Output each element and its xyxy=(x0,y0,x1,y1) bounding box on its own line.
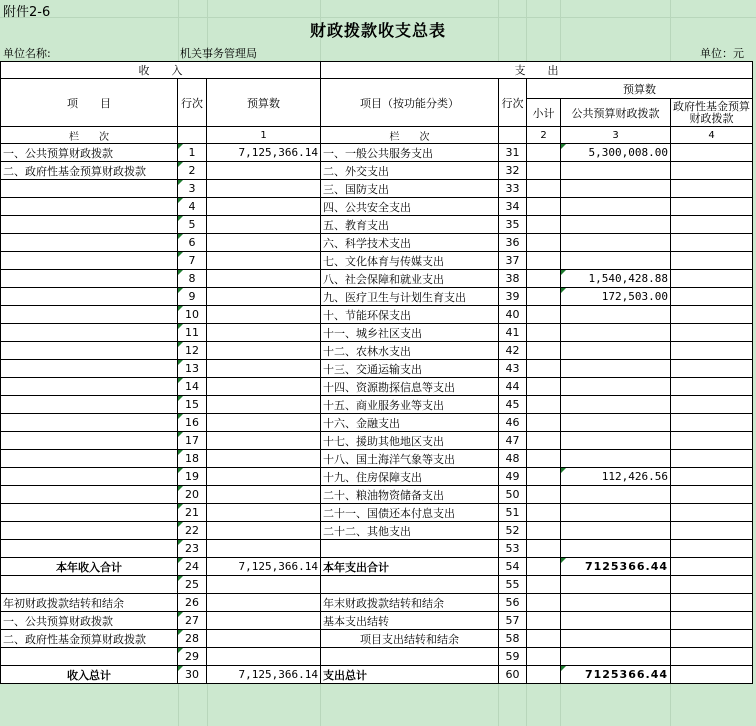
income-item-cell[interactable] xyxy=(1,468,178,486)
gov-fund-cell[interactable] xyxy=(671,252,753,270)
income-item-cell[interactable] xyxy=(1,432,178,450)
empty-cell[interactable] xyxy=(207,576,321,594)
income-item-cell[interactable] xyxy=(1,306,178,324)
income-amount-cell[interactable] xyxy=(207,378,321,396)
gov-fund-cell[interactable] xyxy=(671,486,753,504)
line-no-header[interactable]: 行次 xyxy=(178,79,207,127)
income-item-cell[interactable]: 二、政府性基金预算财政拨款 xyxy=(1,162,178,180)
subtotal-cell[interactable] xyxy=(527,234,561,252)
public-budget-cell[interactable]: 1,540,428.88 xyxy=(561,270,671,288)
empty-cell[interactable] xyxy=(561,594,671,612)
gov-fund-cell[interactable] xyxy=(671,432,753,450)
gov-fund-cell[interactable] xyxy=(671,468,753,486)
empty-cell[interactable] xyxy=(207,630,321,648)
public-budget-cell[interactable] xyxy=(561,396,671,414)
line-no-cell[interactable]: 16 xyxy=(178,414,207,432)
table-row xyxy=(1,288,753,306)
table-row xyxy=(1,198,753,216)
table-row xyxy=(1,324,753,342)
line-no-cell[interactable]: 20 xyxy=(178,486,207,504)
subtotal-cell[interactable] xyxy=(527,432,561,450)
expense-group-header[interactable]: 支 出 xyxy=(321,62,753,79)
line-no-cell[interactable]: 5 xyxy=(178,216,207,234)
subtotal-cell[interactable] xyxy=(527,504,561,522)
public-budget-cell[interactable] xyxy=(561,252,671,270)
gov-carry-label[interactable]: 二、政府性基金预算财政拨款 xyxy=(1,630,178,648)
attachment-label: 附件2-6 xyxy=(3,5,51,20)
subtotal-cell[interactable] xyxy=(527,162,561,180)
year-expense-amount[interactable]: 7125366.44 xyxy=(561,558,671,576)
subtotal-cell[interactable] xyxy=(527,198,561,216)
line-no-cell[interactable]: 33 xyxy=(499,180,527,198)
public-budget-cell[interactable] xyxy=(561,414,671,432)
table-row xyxy=(1,378,753,396)
income-item-cell[interactable] xyxy=(1,342,178,360)
income-item-cell[interactable] xyxy=(1,324,178,342)
table-row xyxy=(1,180,753,198)
income-amount-cell[interactable] xyxy=(207,288,321,306)
table-row xyxy=(1,450,753,468)
table-row xyxy=(1,306,753,324)
expense-item-cell[interactable]: 十八、国土海洋气象等支出 xyxy=(321,450,499,468)
subtotal-cell[interactable] xyxy=(527,522,561,540)
empty-cell[interactable] xyxy=(499,127,527,144)
empty-cell[interactable] xyxy=(321,648,499,666)
expense-item-cell[interactable]: 七、文化体育与传媒支出 xyxy=(321,252,499,270)
carry-out-label[interactable]: 年末财政拨款结转和结余 xyxy=(321,594,499,612)
public-budget-cell[interactable]: 5,300,008.00 xyxy=(561,144,671,162)
budget-group-header[interactable]: 预算数 xyxy=(527,79,753,99)
budget-header[interactable]: 预算数 xyxy=(207,79,321,127)
subtotal-cell[interactable] xyxy=(527,666,561,684)
line-no-cell[interactable]: 37 xyxy=(499,252,527,270)
subtotal-cell[interactable] xyxy=(527,252,561,270)
gov-fund-cell[interactable] xyxy=(671,558,753,576)
gov-fund-cell[interactable] xyxy=(671,324,753,342)
table-row xyxy=(1,234,753,252)
expense-item-cell[interactable]: 八、社会保障和就业支出 xyxy=(321,270,499,288)
public-budget-cell[interactable] xyxy=(561,432,671,450)
income-item-cell[interactable] xyxy=(1,414,178,432)
subtotal-cell[interactable] xyxy=(527,396,561,414)
basic-carry-label[interactable]: 基本支出结转 xyxy=(321,612,499,630)
income-amount-cell[interactable] xyxy=(207,450,321,468)
income-amount-cell[interactable] xyxy=(207,522,321,540)
public-budget-cell[interactable] xyxy=(561,234,671,252)
total-expense-label[interactable]: 支出总计 xyxy=(321,666,499,684)
page-title: 财政拨款收支总表 xyxy=(309,21,446,40)
table-row xyxy=(1,522,753,540)
empty-cell[interactable] xyxy=(178,127,207,144)
line-no-cell[interactable]: 26 xyxy=(178,594,207,612)
empty-cell[interactable] xyxy=(527,630,561,648)
expense-item-cell[interactable]: 九、医疗卫生与计划生育支出 xyxy=(321,288,499,306)
income-amount-cell[interactable] xyxy=(207,432,321,450)
subtotal-cell[interactable] xyxy=(527,450,561,468)
income-item-cell[interactable] xyxy=(1,522,178,540)
empty-cell[interactable] xyxy=(671,576,753,594)
table-row xyxy=(1,144,753,162)
expense-item-cell[interactable]: 十三、交通运输支出 xyxy=(321,360,499,378)
empty-cell[interactable] xyxy=(561,630,671,648)
gov-fund-cell[interactable] xyxy=(671,162,753,180)
subtotal-cell[interactable] xyxy=(527,270,561,288)
income-group-header[interactable]: 收 入 xyxy=(1,62,321,79)
gov-fund-cell[interactable] xyxy=(671,414,753,432)
public-budget-cell[interactable] xyxy=(561,162,671,180)
col-4-cell[interactable]: 4 xyxy=(671,127,753,144)
empty-cell[interactable] xyxy=(1,648,178,666)
income-amount-cell[interactable] xyxy=(207,324,321,342)
income-amount-cell[interactable] xyxy=(207,396,321,414)
line-no-cell[interactable]: 12 xyxy=(178,342,207,360)
expense-item-cell[interactable]: 三、国防支出 xyxy=(321,180,499,198)
item-header[interactable]: 项 目 xyxy=(1,79,178,127)
empty-cell[interactable] xyxy=(671,594,753,612)
line-no-cell[interactable]: 43 xyxy=(499,360,527,378)
gov-fund-cell[interactable] xyxy=(671,360,753,378)
line-no-cell[interactable]: 1 xyxy=(178,144,207,162)
expense-item-cell[interactable]: 五、教育支出 xyxy=(321,216,499,234)
col-3-cell[interactable]: 3 xyxy=(561,127,671,144)
line-no-cell[interactable]: 29 xyxy=(178,648,207,666)
table-row xyxy=(1,504,753,522)
subtotal-cell[interactable] xyxy=(527,288,561,306)
income-amount-cell[interactable] xyxy=(207,540,321,558)
line-no-cell[interactable]: 44 xyxy=(499,378,527,396)
expense-item-cell[interactable]: 十二、农林水支出 xyxy=(321,342,499,360)
income-amount-cell[interactable] xyxy=(207,180,321,198)
project-carry-label[interactable]: 项目支出结转和结余 xyxy=(321,630,499,648)
line-no-cell[interactable]: 50 xyxy=(499,486,527,504)
expense-item-cell[interactable]: 二十、粮油物资储备支出 xyxy=(321,486,499,504)
subtotal-header[interactable]: 小计 xyxy=(527,99,561,127)
income-item-cell[interactable] xyxy=(1,396,178,414)
functional-item-header[interactable]: 项目（按功能分类） xyxy=(321,79,499,127)
income-amount-cell[interactable] xyxy=(207,234,321,252)
gov-fund-cell[interactable] xyxy=(671,144,753,162)
gov-fund-cell[interactable] xyxy=(671,306,753,324)
gov-fund-cell[interactable] xyxy=(671,180,753,198)
line-no-cell[interactable]: 27 xyxy=(178,612,207,630)
gov-fund-cell[interactable] xyxy=(671,396,753,414)
income-item-cell[interactable] xyxy=(1,378,178,396)
gov-fund-header[interactable]: 政府性基金预算财政拨款 xyxy=(671,99,753,127)
empty-cell[interactable] xyxy=(207,594,321,612)
expense-item-cell[interactable]: 二十二、其他支出 xyxy=(321,522,499,540)
income-amount-cell[interactable] xyxy=(207,360,321,378)
expense-item-cell[interactable]: 十四、资源勘探信息等支出 xyxy=(321,378,499,396)
table-row xyxy=(1,414,753,432)
gov-fund-cell[interactable] xyxy=(671,522,753,540)
carry-in-label[interactable]: 年初财政拨款结转和结余 xyxy=(1,594,178,612)
income-item-cell[interactable]: 一、公共预算财政拨款 xyxy=(1,144,178,162)
public-budget-cell[interactable] xyxy=(561,360,671,378)
empty-cell[interactable] xyxy=(527,576,561,594)
empty-cell[interactable] xyxy=(671,630,753,648)
line-no-cell[interactable]: 52 xyxy=(499,522,527,540)
empty-cell[interactable] xyxy=(561,648,671,666)
subtotal-cell[interactable] xyxy=(527,540,561,558)
expense-item-cell[interactable]: 十一、城乡社区支出 xyxy=(321,324,499,342)
table-row xyxy=(1,360,753,378)
income-amount-cell[interactable]: 7,125,366.14 xyxy=(207,144,321,162)
income-item-cell[interactable] xyxy=(1,234,178,252)
line-no-cell[interactable]: 38 xyxy=(499,270,527,288)
empty-cell[interactable] xyxy=(527,648,561,666)
public-budget-cell[interactable] xyxy=(561,216,671,234)
public-budget-cell[interactable] xyxy=(561,504,671,522)
income-amount-cell[interactable] xyxy=(207,270,321,288)
line-no-cell[interactable]: 53 xyxy=(499,540,527,558)
table-row xyxy=(1,468,753,486)
gov-fund-cell[interactable] xyxy=(671,342,753,360)
public-budget-cell[interactable] xyxy=(561,180,671,198)
line-no-cell[interactable]: 41 xyxy=(499,324,527,342)
empty-cell[interactable] xyxy=(527,594,561,612)
table-row xyxy=(1,486,753,504)
line-no-cell[interactable]: 36 xyxy=(499,234,527,252)
line-no-cell[interactable]: 59 xyxy=(499,648,527,666)
income-amount-cell[interactable] xyxy=(207,414,321,432)
line-no-cell[interactable]: 6 xyxy=(178,234,207,252)
line-no-cell[interactable]: 8 xyxy=(178,270,207,288)
income-item-cell[interactable] xyxy=(1,270,178,288)
expense-item-cell[interactable]: 十、节能环保支出 xyxy=(321,306,499,324)
subtotal-cell[interactable] xyxy=(527,306,561,324)
subtotal-cell[interactable] xyxy=(527,216,561,234)
table-row xyxy=(1,540,753,558)
table-row xyxy=(1,396,753,414)
line-no-cell[interactable]: 57 xyxy=(499,612,527,630)
line-no-cell[interactable]: 30 xyxy=(178,666,207,684)
line-no-cell[interactable]: 46 xyxy=(499,414,527,432)
table-row xyxy=(1,216,753,234)
line-no-cell[interactable]: 11 xyxy=(178,324,207,342)
line-no-cell[interactable]: 39 xyxy=(499,288,527,306)
line-no-cell[interactable]: 9 xyxy=(178,288,207,306)
expense-item-cell[interactable]: 十七、援助其他地区支出 xyxy=(321,432,499,450)
subtotal-cell[interactable] xyxy=(527,486,561,504)
unit-name-label: 单位名称: xyxy=(3,47,51,60)
income-item-cell[interactable] xyxy=(1,216,178,234)
subtotal-cell[interactable] xyxy=(527,144,561,162)
income-item-cell[interactable] xyxy=(1,360,178,378)
public-budget-header[interactable]: 公共预算财政拨款 xyxy=(561,99,671,127)
currency-unit-label: 单位：元 xyxy=(700,47,744,60)
line-no-cell[interactable]: 32 xyxy=(499,162,527,180)
subtotal-cell[interactable] xyxy=(527,558,561,576)
public-budget-cell[interactable] xyxy=(561,378,671,396)
public-budget-cell[interactable] xyxy=(561,198,671,216)
public-carry-label[interactable]: 一、公共预算财政拨款 xyxy=(1,612,178,630)
income-amount-cell[interactable] xyxy=(207,504,321,522)
public-budget-cell[interactable] xyxy=(561,324,671,342)
income-amount-cell[interactable] xyxy=(207,342,321,360)
gov-fund-cell[interactable] xyxy=(671,504,753,522)
line-no-cell[interactable]: 60 xyxy=(499,666,527,684)
line-no-cell[interactable]: 45 xyxy=(499,396,527,414)
expense-item-cell[interactable] xyxy=(321,540,499,558)
line-no-cell[interactable]: 18 xyxy=(178,450,207,468)
col-label-cell-2[interactable]: 栏 次 xyxy=(321,127,499,144)
table-row xyxy=(1,342,753,360)
line-no-cell[interactable]: 15 xyxy=(178,396,207,414)
empty-cell[interactable] xyxy=(207,612,321,630)
income-item-cell[interactable] xyxy=(1,252,178,270)
public-budget-cell[interactable] xyxy=(561,540,671,558)
line-no-cell[interactable]: 10 xyxy=(178,306,207,324)
expense-item-cell[interactable]: 十五、商业服务业等支出 xyxy=(321,396,499,414)
line-no-cell[interactable]: 21 xyxy=(178,504,207,522)
empty-cell[interactable] xyxy=(561,612,671,630)
col-1-cell[interactable]: 1 xyxy=(207,127,321,144)
gov-fund-cell[interactable] xyxy=(671,540,753,558)
income-amount-cell[interactable] xyxy=(207,486,321,504)
expense-item-cell[interactable]: 四、公共安全支出 xyxy=(321,198,499,216)
expense-line-no-header[interactable]: 行次 xyxy=(499,79,527,127)
expense-item-cell[interactable]: 十六、金融支出 xyxy=(321,414,499,432)
line-no-cell[interactable]: 14 xyxy=(178,378,207,396)
gov-fund-cell[interactable] xyxy=(671,450,753,468)
line-no-cell[interactable]: 25 xyxy=(178,576,207,594)
gov-fund-cell[interactable] xyxy=(671,234,753,252)
expense-item-cell[interactable]: 十九、住房保障支出 xyxy=(321,468,499,486)
line-no-cell[interactable]: 54 xyxy=(499,558,527,576)
empty-cell[interactable] xyxy=(527,612,561,630)
line-no-cell[interactable]: 4 xyxy=(178,198,207,216)
total-expense-amount[interactable]: 7125366.44 xyxy=(561,666,671,684)
line-no-cell[interactable]: 49 xyxy=(499,468,527,486)
income-item-cell[interactable] xyxy=(1,504,178,522)
line-no-cell[interactable]: 17 xyxy=(178,432,207,450)
line-no-cell[interactable]: 56 xyxy=(499,594,527,612)
empty-cell[interactable] xyxy=(1,576,178,594)
line-no-cell[interactable]: 7 xyxy=(178,252,207,270)
line-no-cell[interactable]: 22 xyxy=(178,522,207,540)
subtotal-cell[interactable] xyxy=(527,414,561,432)
table-row xyxy=(1,252,753,270)
year-income-amount[interactable]: 7,125,366.14 xyxy=(207,558,321,576)
income-item-cell[interactable] xyxy=(1,180,178,198)
year-income-label[interactable]: 本年收入合计 xyxy=(1,558,178,576)
line-no-cell[interactable]: 28 xyxy=(178,630,207,648)
total-income-label[interactable]: 收入总计 xyxy=(1,666,178,684)
budget-summary-table xyxy=(0,61,753,684)
line-no-cell[interactable]: 31 xyxy=(499,144,527,162)
gov-fund-cell[interactable] xyxy=(671,378,753,396)
income-item-cell[interactable] xyxy=(1,198,178,216)
line-no-cell[interactable]: 42 xyxy=(499,342,527,360)
income-amount-cell[interactable] xyxy=(207,162,321,180)
line-no-cell[interactable]: 19 xyxy=(178,468,207,486)
gov-fund-cell[interactable] xyxy=(671,270,753,288)
gov-fund-cell[interactable] xyxy=(671,198,753,216)
income-amount-cell[interactable] xyxy=(207,306,321,324)
income-item-cell[interactable] xyxy=(1,450,178,468)
unit-name-value: 机关事务管理局 xyxy=(180,47,257,60)
col-label-cell[interactable]: 栏 次 xyxy=(1,127,178,144)
line-no-cell[interactable]: 47 xyxy=(499,432,527,450)
empty-cell[interactable] xyxy=(207,648,321,666)
income-item-cell[interactable] xyxy=(1,486,178,504)
public-budget-cell[interactable]: 112,426.56 xyxy=(561,468,671,486)
empty-cell[interactable] xyxy=(671,648,753,666)
subtotal-cell[interactable] xyxy=(527,360,561,378)
total-income-amount[interactable]: 7,125,366.14 xyxy=(207,666,321,684)
subtotal-cell[interactable] xyxy=(527,342,561,360)
empty-cell[interactable] xyxy=(321,576,499,594)
public-budget-cell[interactable] xyxy=(561,522,671,540)
line-no-cell[interactable]: 34 xyxy=(499,198,527,216)
subtotal-cell[interactable] xyxy=(527,324,561,342)
expense-item-cell[interactable]: 二十一、国债还本付息支出 xyxy=(321,504,499,522)
income-amount-cell[interactable] xyxy=(207,198,321,216)
gov-fund-cell[interactable] xyxy=(671,666,753,684)
line-no-cell[interactable]: 35 xyxy=(499,216,527,234)
income-item-cell[interactable] xyxy=(1,540,178,558)
subtotal-cell[interactable] xyxy=(527,180,561,198)
table-row xyxy=(1,162,753,180)
public-budget-cell[interactable] xyxy=(561,486,671,504)
col-2-cell[interactable]: 2 xyxy=(527,127,561,144)
empty-cell[interactable] xyxy=(561,576,671,594)
line-no-cell[interactable]: 40 xyxy=(499,306,527,324)
subtotal-cell[interactable] xyxy=(527,468,561,486)
line-no-cell[interactable]: 58 xyxy=(499,630,527,648)
subtotal-cell[interactable] xyxy=(527,378,561,396)
line-no-cell[interactable]: 3 xyxy=(178,180,207,198)
income-item-cell[interactable] xyxy=(1,288,178,306)
line-no-cell[interactable]: 55 xyxy=(499,576,527,594)
line-no-cell[interactable]: 13 xyxy=(178,360,207,378)
expense-item-cell[interactable]: 二、外交支出 xyxy=(321,162,499,180)
year-expense-label[interactable]: 本年支出合计 xyxy=(321,558,499,576)
income-amount-cell[interactable] xyxy=(207,216,321,234)
public-budget-cell[interactable] xyxy=(561,342,671,360)
line-no-cell[interactable]: 2 xyxy=(178,162,207,180)
line-no-cell[interactable]: 23 xyxy=(178,540,207,558)
expense-item-cell[interactable]: 六、科学技术支出 xyxy=(321,234,499,252)
expense-item-cell[interactable]: 一、一般公共服务支出 xyxy=(321,144,499,162)
public-budget-cell[interactable]: 172,503.00 xyxy=(561,288,671,306)
empty-cell[interactable] xyxy=(671,612,753,630)
table-row xyxy=(1,270,753,288)
income-amount-cell[interactable] xyxy=(207,252,321,270)
line-no-cell[interactable]: 48 xyxy=(499,450,527,468)
table-row xyxy=(1,432,753,450)
line-no-cell[interactable]: 51 xyxy=(499,504,527,522)
public-budget-cell[interactable] xyxy=(561,450,671,468)
gov-fund-cell[interactable] xyxy=(671,288,753,306)
gov-fund-cell[interactable] xyxy=(671,216,753,234)
public-budget-cell[interactable] xyxy=(561,306,671,324)
income-amount-cell[interactable] xyxy=(207,468,321,486)
line-no-cell[interactable]: 24 xyxy=(178,558,207,576)
